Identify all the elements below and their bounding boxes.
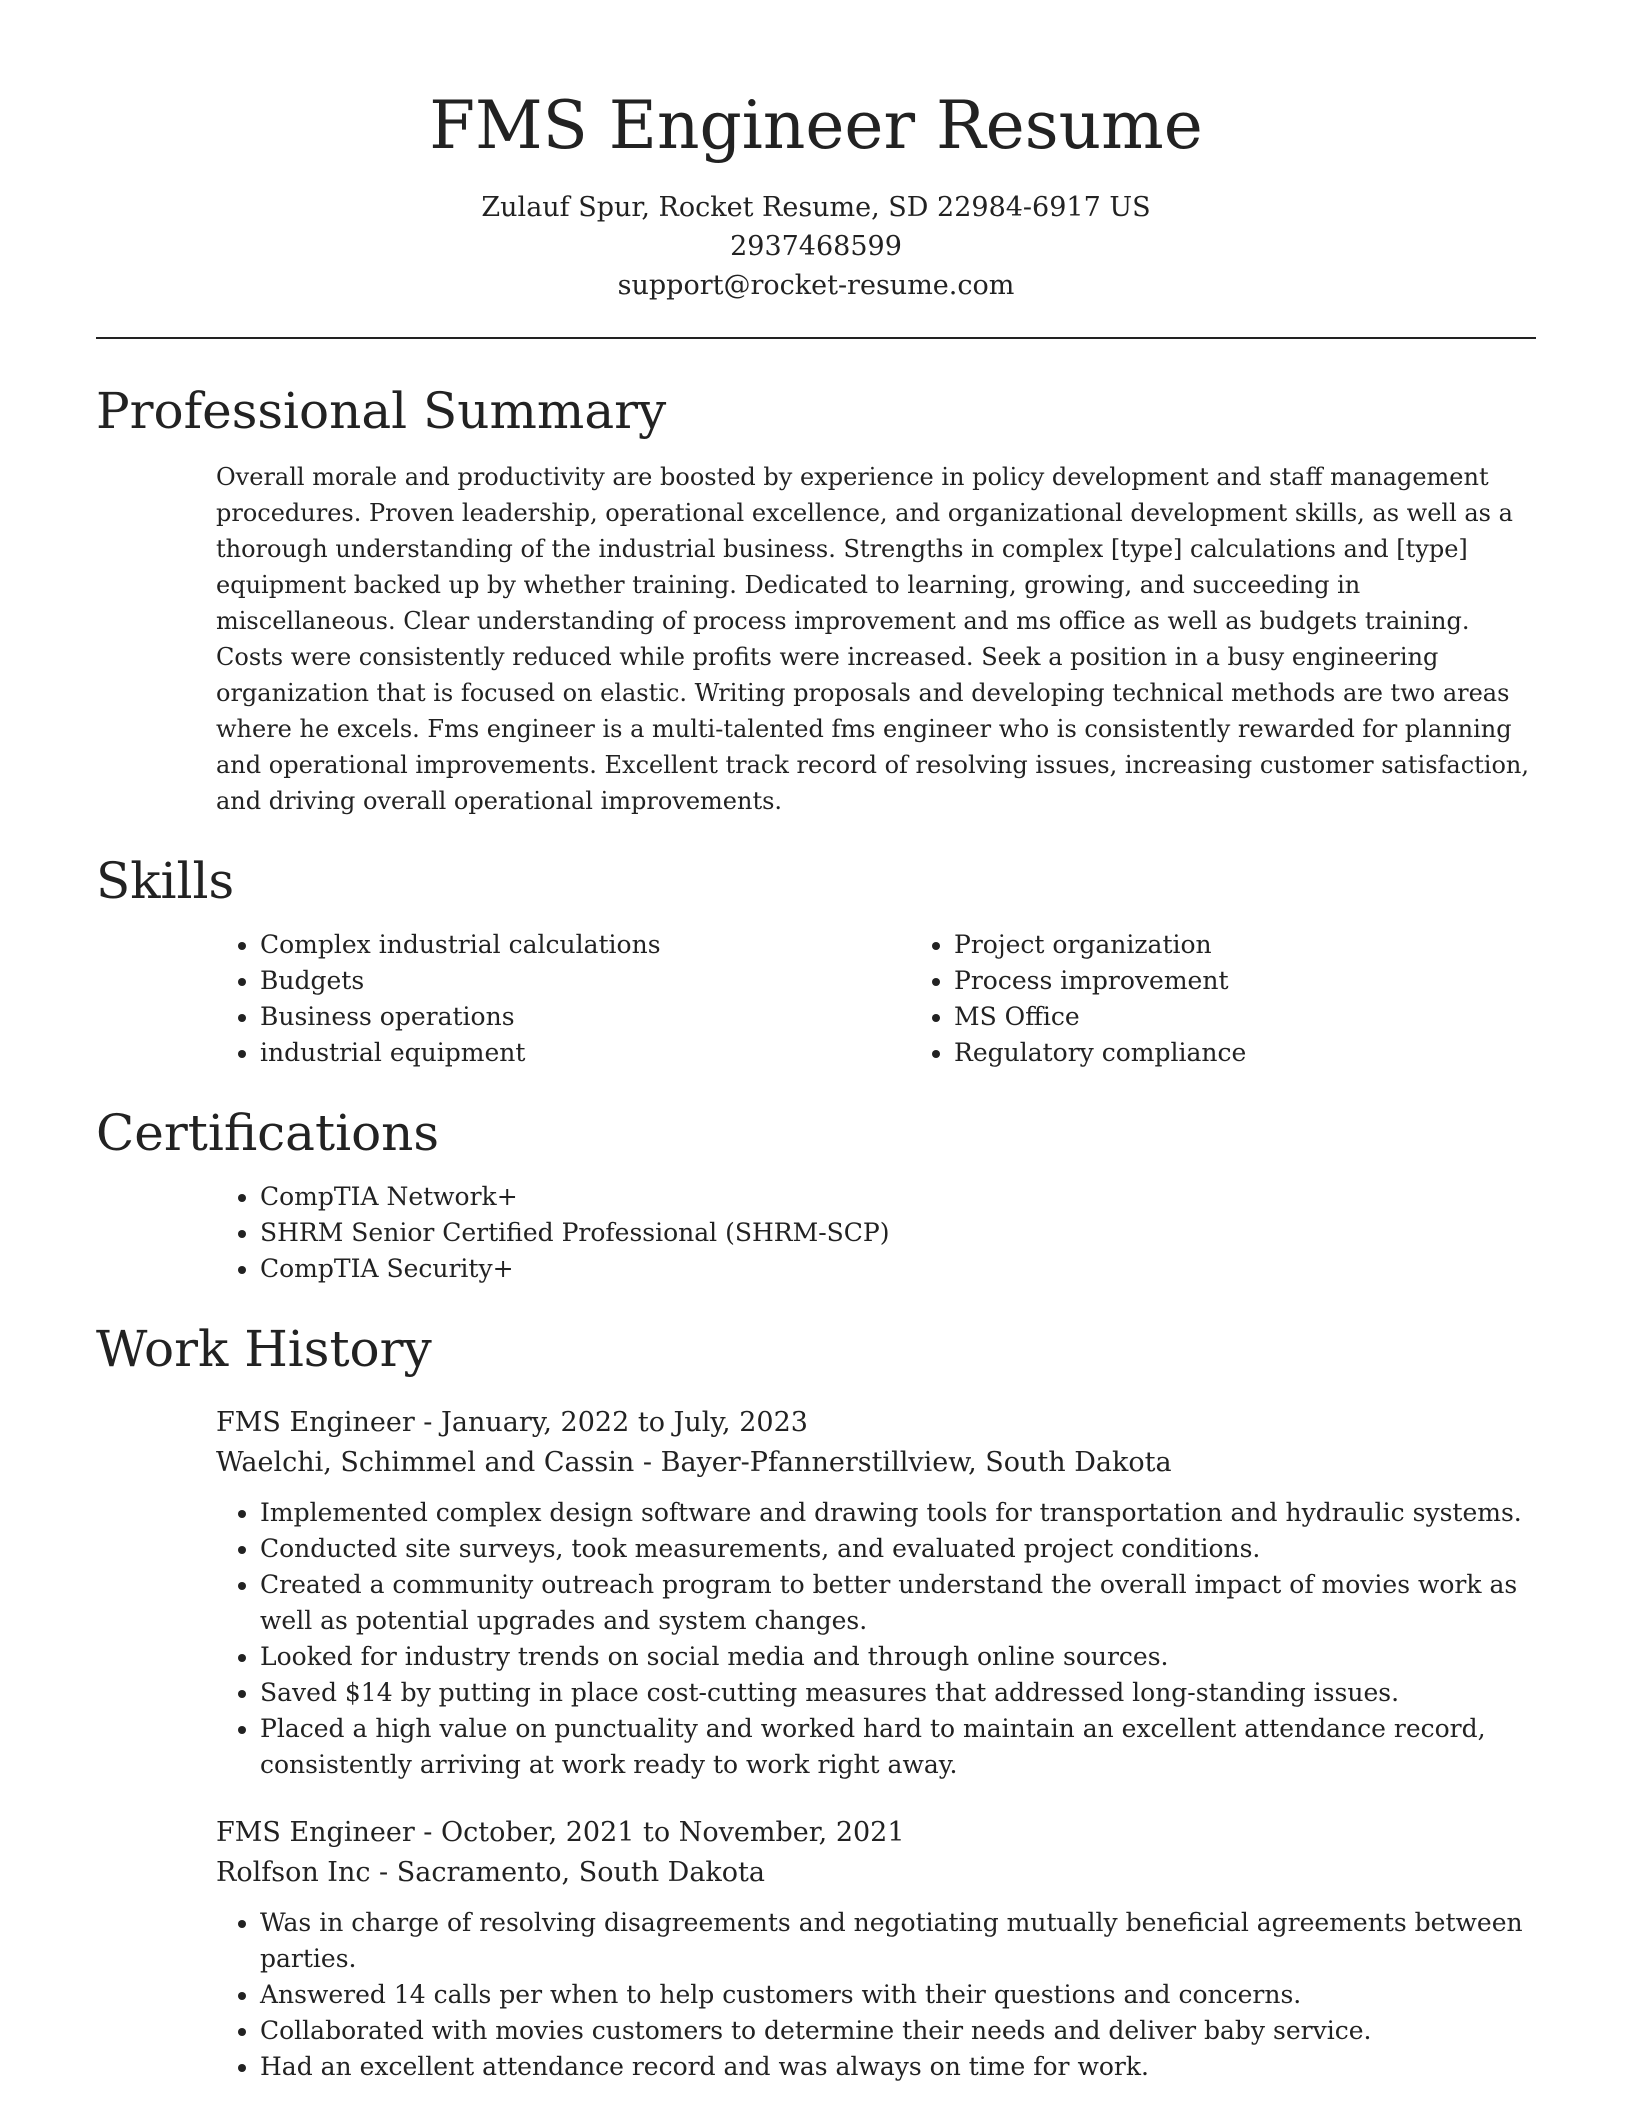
certification-item: • CompTIA Network+: [260, 1179, 1536, 1215]
job-bullet: • Looked for industry trends on social media and through online sources.: [260, 1639, 1536, 1675]
skills-grid: [216, 927, 1536, 1071]
skill-item: • Budgets: [260, 963, 910, 999]
skill-item: • Regulatory compliance: [954, 1035, 1604, 1071]
job-bullet: • Was in charge of resolving disagreements and negotiating mutually beneficial agreements between parties.: [260, 1905, 1536, 1977]
contact-email: support@rocket-resume.com: [617, 270, 1015, 301]
section-certifications: [96, 1101, 1536, 1287]
section-work-history: [96, 1317, 1536, 2085]
job-bullet: • Answered 14 calls per when to help customers with their questions and concerns.: [260, 1977, 1536, 2013]
job-bullet: • Saved $14 by putting in place cost-cutting measures that addressed long-standing issues.: [260, 1675, 1536, 1711]
resume-header: [96, 0, 1536, 305]
job-bullet: • Collaborated with movies customers to determine their needs and deliver baby service.: [260, 2013, 1536, 2049]
resume-title: FMS Engineer Resume: [429, 87, 1203, 164]
job-bullet: • Created a community outreach program to better understand the overall impact of movies work as well as potential upgrades and system changes.: [260, 1567, 1536, 1639]
certification-item: • CompTIA Security+: [260, 1251, 1536, 1287]
section-skills: [96, 849, 1536, 1071]
skill-item: • Process improvement: [954, 963, 1604, 999]
certification-item: • SHRM Senior Certified Professional (SHRM-SCP): [260, 1215, 1536, 1251]
job-bullet: • Placed a high value on punctuality and worked hard to maintain an excellent attendance record, consistently arriving at work ready to work right away.: [260, 1711, 1536, 1783]
job-company-line: Rolfson Inc - Sacramento, South Dakota: [216, 1857, 765, 1888]
job-bullet: • Implemented complex design software and drawing tools for transportation and hydraulic systems.: [260, 1495, 1536, 1531]
skills-list-left: [216, 927, 910, 1071]
skill-item: • Business operations: [260, 999, 910, 1035]
work-history-heading: Work History: [96, 1320, 432, 1378]
skills-heading: Skills: [96, 852, 235, 910]
job-bullet: • Conducted site surveys, took measurements, and evaluated project conditions.: [260, 1531, 1536, 1567]
section-summary: [96, 379, 1536, 819]
skills-list-right: [910, 927, 1604, 1071]
skill-item: • Complex industrial calculations: [260, 927, 910, 963]
job-title-line: FMS Engineer - January, 2022 to July, 2023: [216, 1407, 808, 1438]
contact-address: Zulauf Spur, Rocket Resume, SD 22984-6917 US: [481, 192, 1151, 223]
skill-item: • MS Office: [954, 999, 1604, 1035]
job-entry: [216, 1813, 1536, 2085]
summary-heading: Professional Summary: [96, 382, 667, 440]
contact-phone: 2937468599: [730, 231, 902, 262]
summary-text: Overall morale and productivity are boosted by experience in policy development and staff management procedures. Proven leadership, operational excellence, and organizational development skills, as well as a thorough understanding of the industrial business. Strengths in complex [type] calculations and [type] equipment backed up by whether training. Dedicated to learning, growing, and succeeding in miscellaneous. Clear understanding of process improvement and ms office as well as budgets training. Costs were consistently reduced while profits were increased. Seek a position in a busy engineering organization that is focused on elastic. Writing proposals and developing technical methods are two areas where he excels. Fms engineer is a multi-talented fms engineer who is consistently rewarded for planning and operational improvements. Excellent track record of resolving issues, increasing customer satisfaction, and driving overall operational improvements.: [216, 463, 1529, 815]
contact-info: [96, 188, 1536, 305]
job-bullets: [216, 1905, 1536, 2085]
certifications-list: [216, 1179, 1536, 1287]
job-bullet: • Had an excellent attendance record and was always on time for work.: [260, 2049, 1536, 2085]
job-entry: [216, 1403, 1536, 1783]
skill-item: • Project organization: [954, 927, 1604, 963]
certifications-heading: Certifications: [96, 1104, 440, 1162]
header-divider: [96, 337, 1536, 339]
job-company-line: Waelchi, Schimmel and Cassin - Bayer-Pfannerstillview, South Dakota: [216, 1447, 1172, 1478]
job-bullets: [216, 1495, 1536, 1783]
skill-item: • industrial equipment: [260, 1035, 910, 1071]
job-title-line: FMS Engineer - October, 2021 to November, 2021: [216, 1817, 905, 1848]
